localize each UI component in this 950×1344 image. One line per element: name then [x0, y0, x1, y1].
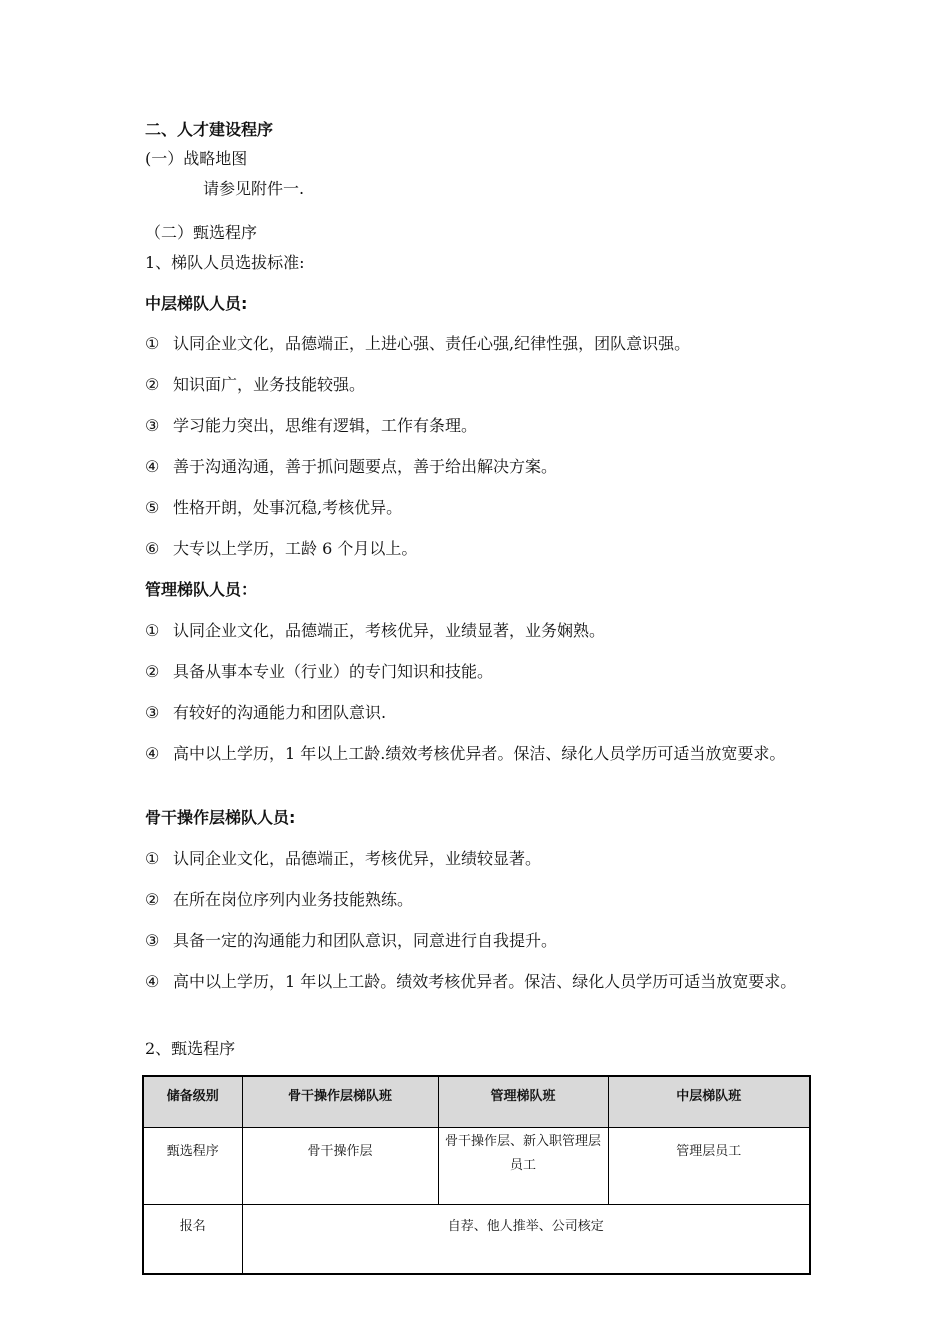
- strategy-map-note: 请参见附件一.: [203, 179, 305, 198]
- table-header-cell: 骨干操作层梯队班: [242, 1076, 438, 1128]
- item-number: ③: [145, 931, 160, 950]
- section-heading: 二、人才建设程序: [145, 120, 274, 139]
- group-title-management: 管理梯队人员：: [145, 580, 258, 599]
- item-number: ⑥: [145, 539, 160, 558]
- item-number: ②: [145, 375, 160, 394]
- list-item: [145, 930, 815, 952]
- item-text: 学习能力突出，思维有逻辑，工作有条理。: [173, 416, 478, 435]
- table-header-cell: 管理梯队班: [438, 1076, 608, 1128]
- item-text: 知识面广，业务技能较强。: [173, 375, 366, 394]
- item-number: ④: [145, 972, 160, 991]
- item-number: ④: [145, 744, 160, 763]
- table-cell: 骨干操作层、新入职管理层员工: [438, 1128, 608, 1205]
- item-number: ②: [145, 662, 160, 681]
- item-number: ③: [145, 703, 160, 722]
- subsection-title-selection: （二）甄选程序: [145, 223, 258, 242]
- table-row: [143, 1128, 810, 1205]
- list-item: [145, 848, 815, 870]
- item-number: ①: [145, 334, 160, 353]
- item-text: 认同企业文化，品德端正，上进心强、责任心强,纪律性强，团队意识强。: [173, 334, 691, 353]
- item-text: 在所在岗位序列内业务技能熟练。: [173, 890, 414, 909]
- item-text: 有较好的沟通能力和团队意识.: [173, 703, 387, 722]
- table-header-row: [143, 1076, 810, 1128]
- list-item: [145, 971, 815, 993]
- standards-title: 1、梯队人员选拔标准:: [145, 253, 305, 272]
- list-item: [145, 374, 815, 396]
- list-item: [145, 333, 815, 355]
- item-text: 高中以上学历，1 年以上工龄。绩效考核优异者。保洁、绿化人员学历可适当放宽要求。: [173, 972, 797, 991]
- table-cell: 报名: [143, 1205, 242, 1275]
- item-number: ①: [145, 849, 160, 868]
- table-cell: 骨干操作层: [242, 1128, 438, 1205]
- table-header-cell: 储备级别: [143, 1076, 242, 1128]
- group-title-middle: 中层梯队人员:: [145, 294, 248, 313]
- list-item: [145, 702, 815, 724]
- item-text: 具备从事本专业（行业）的专门知识和技能。: [173, 662, 494, 681]
- item-text: 大专以上学历，工龄 6 个月以上。: [173, 539, 418, 558]
- list-item: [145, 743, 815, 765]
- selection-table: [142, 1075, 811, 1275]
- item-text: 具备一定的沟通能力和团队意识，同意进行自我提升。: [173, 931, 558, 950]
- procedure-title: 2、甄选程序: [145, 1039, 236, 1058]
- item-text: 认同企业文化，品德端正，考核优异，业绩较显著。: [173, 849, 542, 868]
- table-cell: 自荐、他人推举、公司核定: [242, 1205, 810, 1275]
- item-text: 认同企业文化，品德端正，考核优异，业绩显著，业务娴熟。: [173, 621, 606, 640]
- item-number: ③: [145, 416, 160, 435]
- list-item: [145, 456, 815, 478]
- table-row: [143, 1205, 810, 1275]
- table-cell: 甄选程序: [143, 1128, 242, 1205]
- table-cell: 管理层员工: [608, 1128, 810, 1205]
- list-item: [145, 661, 815, 683]
- item-text: 性格开朗，处事沉稳,考核优异。: [173, 498, 403, 517]
- group-title-core-operators: 骨干操作层梯队人员:: [145, 808, 296, 827]
- list-item: [145, 538, 815, 560]
- item-number: ②: [145, 890, 160, 909]
- list-item: [145, 497, 815, 519]
- item-number: ④: [145, 457, 160, 476]
- item-number: ⑤: [145, 498, 160, 517]
- item-text: 高中以上学历，1 年以上工龄.绩效考核优异者。保洁、绿化人员学历可适当放宽要求。: [173, 744, 786, 763]
- item-number: ①: [145, 621, 160, 640]
- list-item: [145, 415, 815, 437]
- item-text: 善于沟通沟通，善于抓问题要点，善于给出解决方案。: [173, 457, 558, 476]
- subsection-title-strategy-map: (一）战略地图: [145, 149, 248, 168]
- table-header-cell: 中层梯队班: [608, 1076, 810, 1128]
- list-item: [145, 889, 815, 911]
- list-item: [145, 620, 815, 642]
